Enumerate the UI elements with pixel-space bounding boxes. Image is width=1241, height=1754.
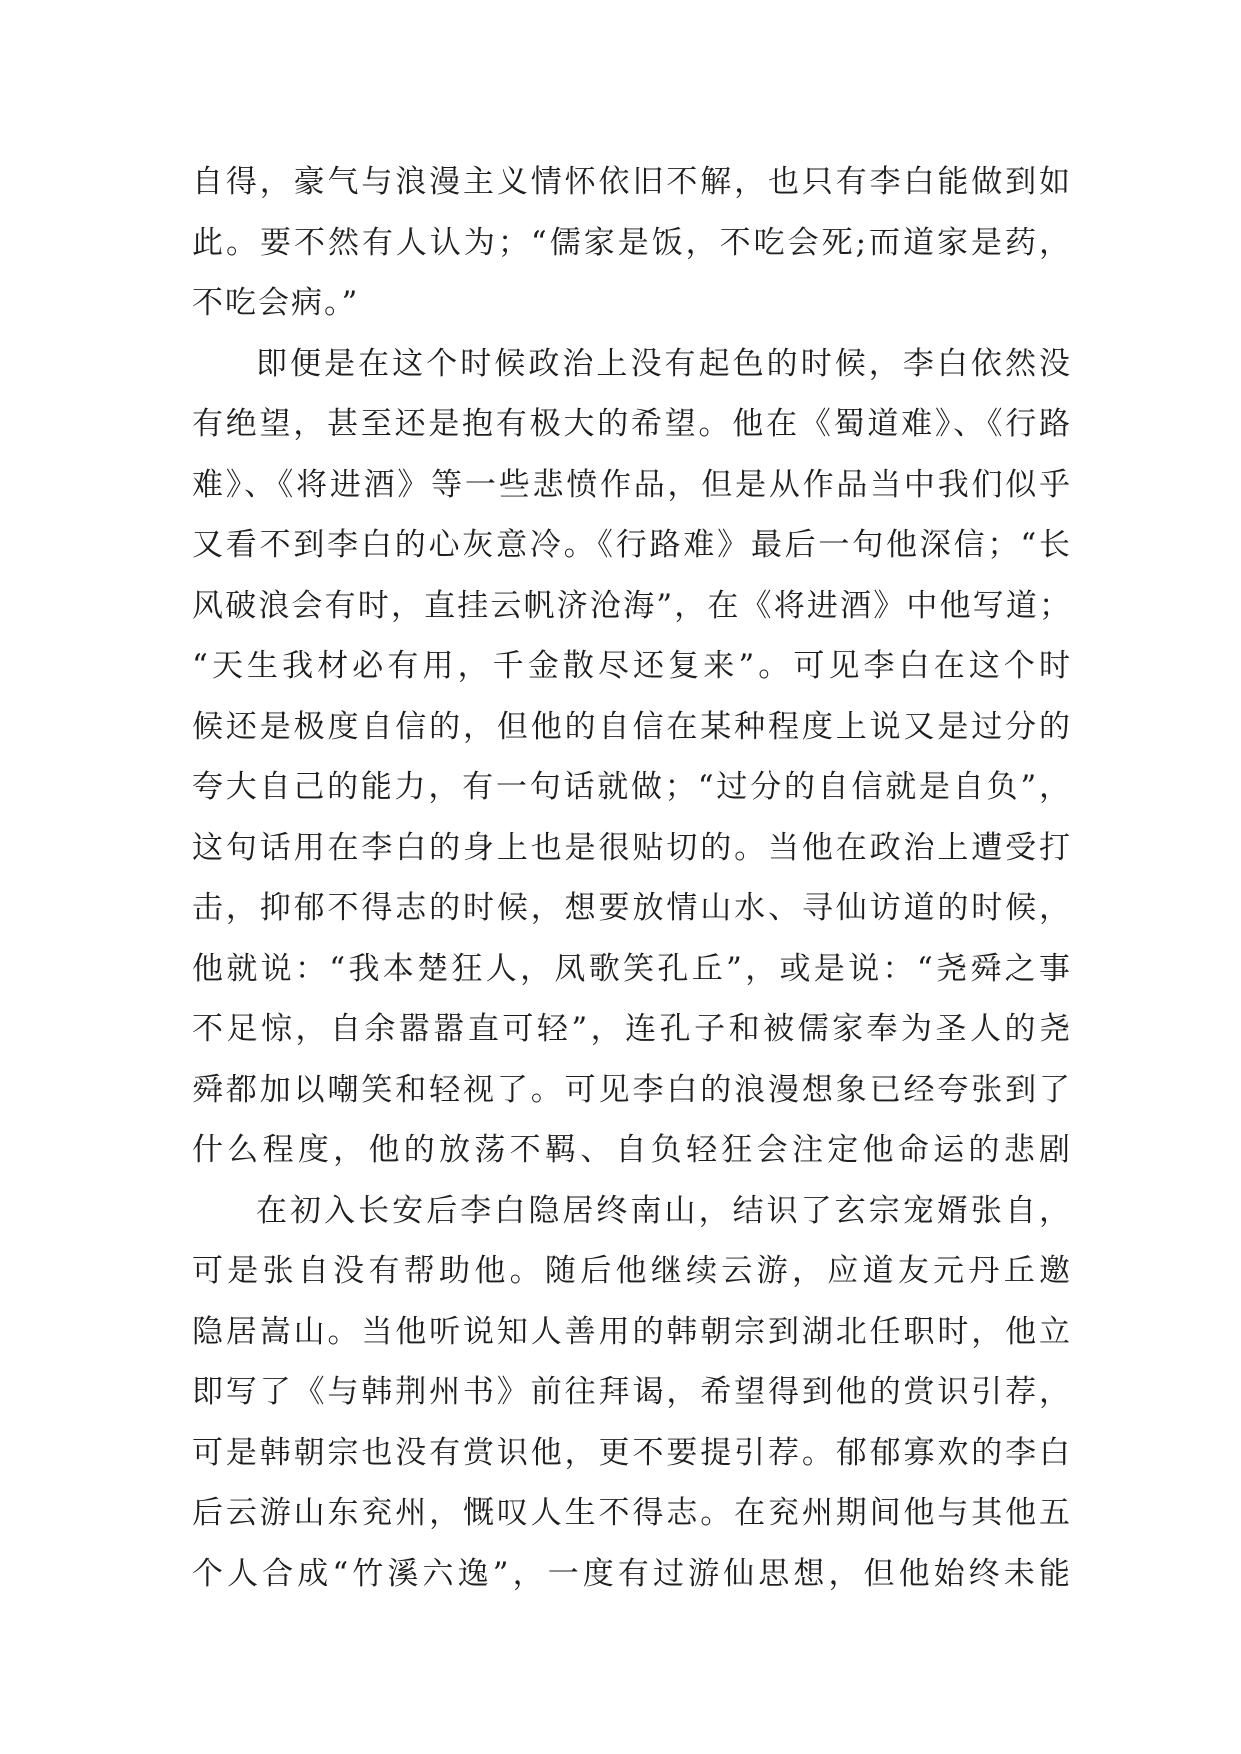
text-line: 即写了《与韩荆州书》前往拜谒，希望得到他的赏识引荐， <box>192 1374 1072 1410</box>
text-line: 隐居嵩山。当他听说知人善用的韩朝宗到湖北任职时，他立 <box>192 1313 1072 1350</box>
text-line: 击，抑郁不得志的时候，想要放情山水、寻仙访道的时候， <box>192 890 1072 926</box>
text-line: 后云游山东兖州，慨叹人生不得志。在兖州期间他与其他五 <box>192 1495 1072 1531</box>
text-line: 他就说：“我本楚狂人，凤歌笑孔丘”，或是说：“尧舜之事 <box>192 950 1072 987</box>
text-line: “天生我材必有用，千金散尽还复来”。可见李白在这个时 <box>192 648 1072 684</box>
text-line: 此。要不然有人认为；“儒家是饭，不吃会死;而道家是药， <box>192 224 1072 261</box>
text-line: 夸大自己的能力，有一句话就做；“过分的自信就是自负”， <box>192 769 1072 805</box>
paragraph-first-line: 即便是在这个时候政治上没有起色的时候，李白依然没 <box>256 345 1072 382</box>
text-line: 这句话用在李白的身上也是很贴切的。当他在政治上遭受打 <box>192 829 1072 866</box>
text-line: 可是张自没有帮助他。随后他继续云游，应道友元丹丘邀 <box>192 1253 1072 1289</box>
text-line: 又看不到李白的心灰意冷。《行路难》最后一句他深信；“长 <box>192 527 1072 563</box>
text-line: 个人合成“竹溪六逸”，一度有过游仙思想，但他始终未能 <box>192 1555 1072 1592</box>
text-line: 不足惊，自余嚣嚣直可轻”，连孔子和被儒家奉为圣人的尧 <box>192 1011 1072 1047</box>
body-text <box>192 152 1072 1604</box>
text-line: 舜都加以嘲笑和轻视了。可见李白的浪漫想象已经夸张到了 <box>192 1071 1072 1108</box>
paragraph-first-line: 在初入长安后李白隐居终南山，结识了玄宗宠婿张自， <box>256 1192 1072 1229</box>
text-line: 不吃会病。” <box>192 285 360 321</box>
text-line: 风破浪会有时，直挂云帆济沧海”，在《将进酒》中他写道； <box>192 587 1072 624</box>
text-line: 什么程度，他的放荡不羁、自负轻狂会注定他命运的悲剧 <box>192 1132 1072 1168</box>
text-line: 可是韩朝宗也没有赏识他，更不要提引荐。郁郁寡欢的李白 <box>192 1434 1072 1471</box>
text-line: 难》、《将进酒》等一些悲愤作品，但是从作品当中我们似乎 <box>192 466 1072 503</box>
text-line: 候还是极度自信的，但他的自信在某种程度上说又是过分的 <box>192 708 1072 745</box>
text-line: 自得，豪气与浪漫主义情怀依旧不解，也只有李白能做到如 <box>192 164 1072 200</box>
text-line: 有绝望，甚至还是抱有极大的希望。他在《蜀道难》、《行路 <box>192 406 1072 442</box>
